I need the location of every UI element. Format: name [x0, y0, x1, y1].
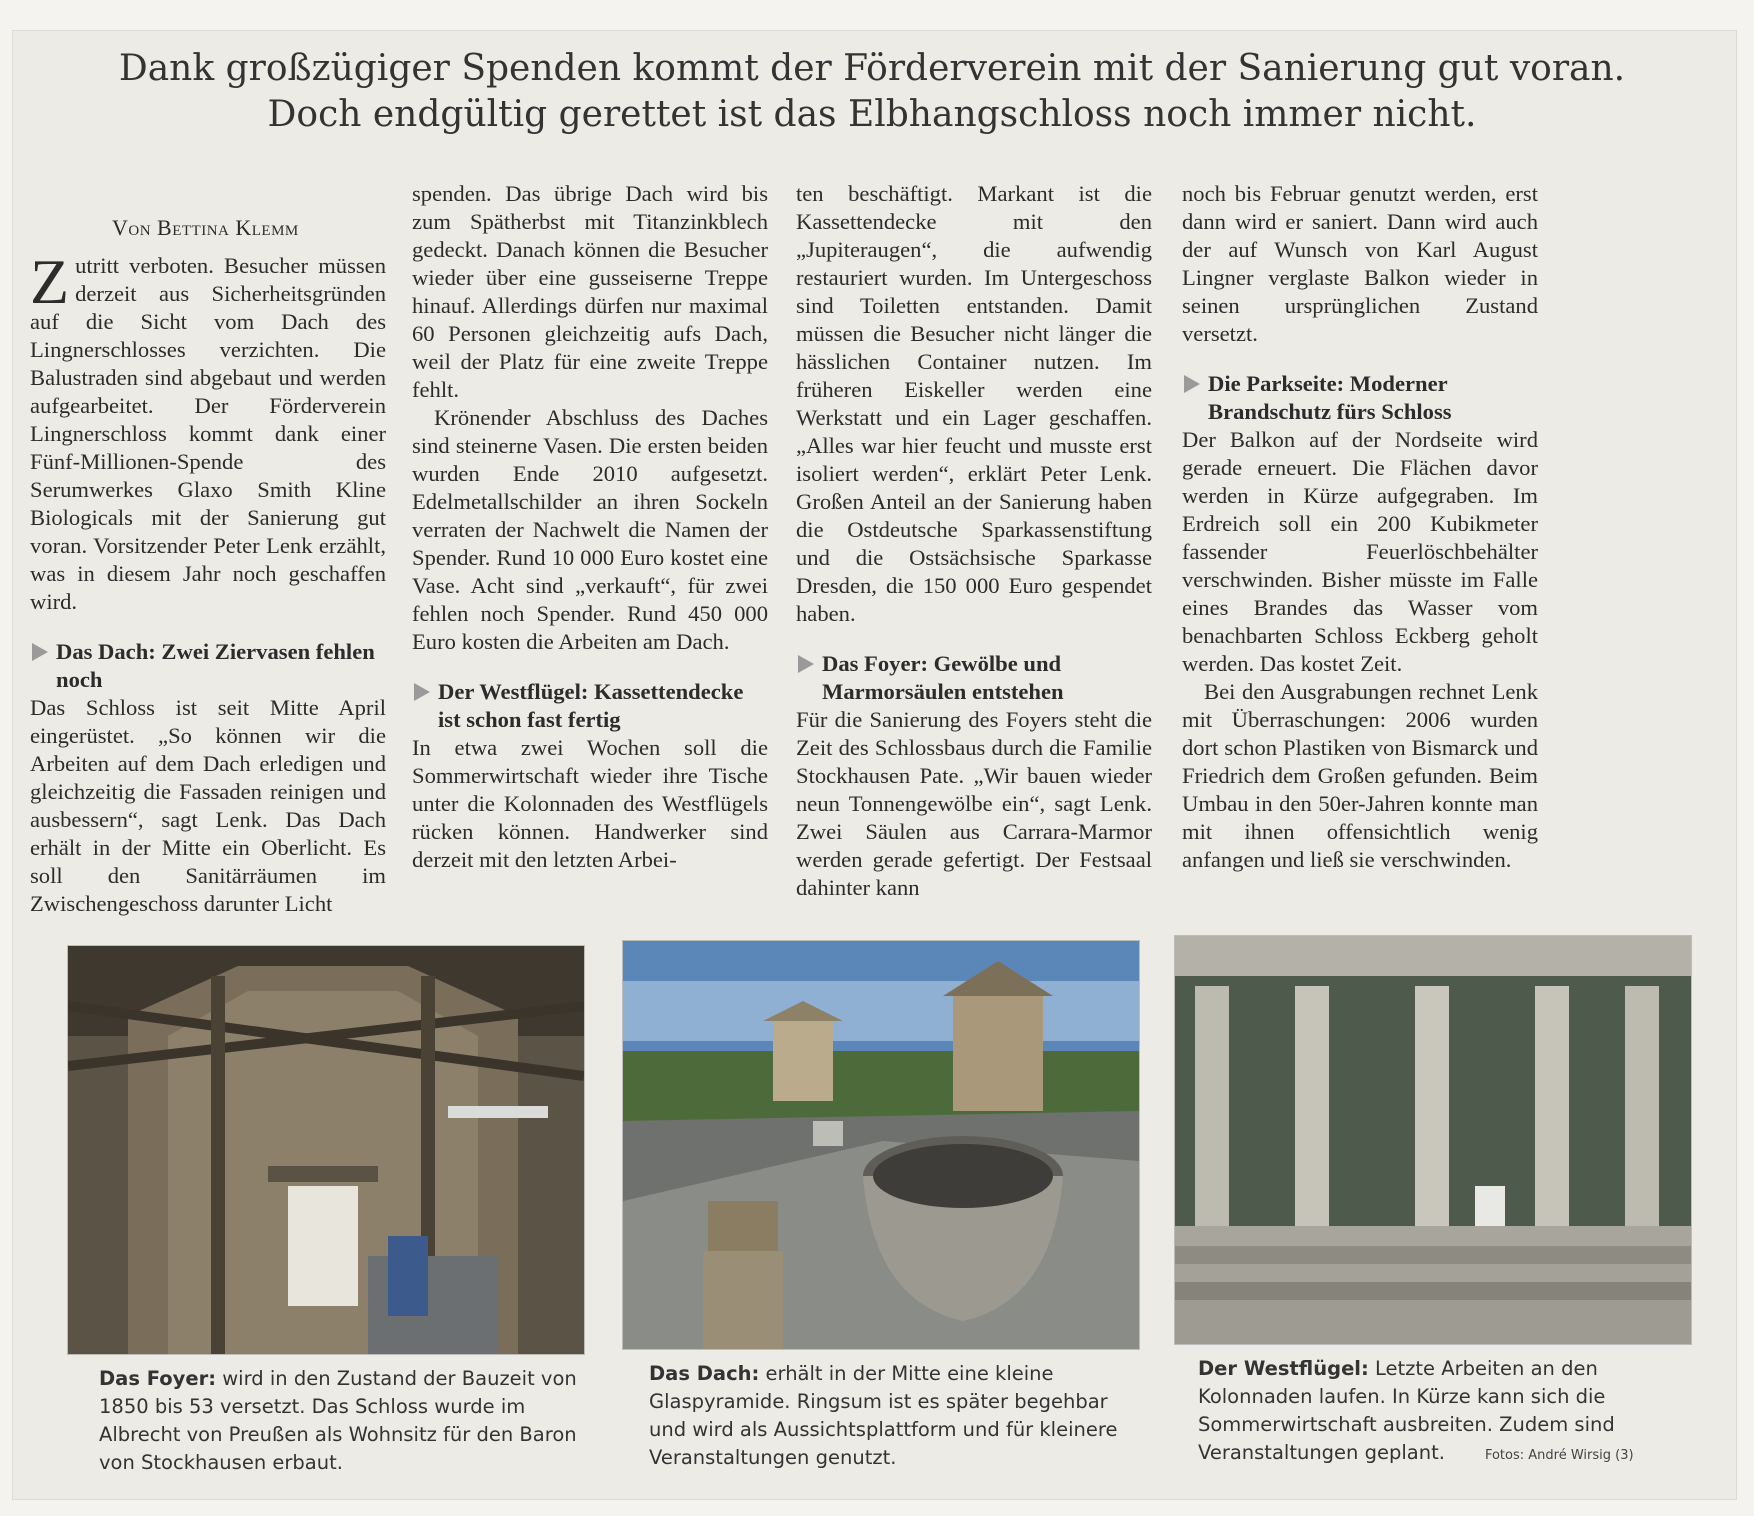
paragraph-westfluegel: In etwa zwei Wochen soll die Sommerwirtschaft wieder ihre Tische unter die Kolonnaden des Westflügels rücken können. Handwerker sind derzeit mit den letzten Arbei-	[412, 735, 768, 872]
caption-westfluegel-label: Der Westflügel:	[1198, 1357, 1369, 1380]
caption-dach	[649, 1360, 1139, 1472]
subhead-westfluegel	[412, 678, 768, 734]
caption-foyer-label: Das Foyer:	[99, 1367, 217, 1390]
photo-westfluegel-image	[1175, 936, 1691, 1344]
byline: Von Bettina Klemm	[112, 215, 299, 240]
headline-line-2: Doch endgültig gerettet ist das Elbhangschloss noch immer nicht.	[267, 94, 1477, 135]
article-column-1	[30, 180, 386, 918]
subhead-dach-text: Das Dach: Zwei Ziervasen fehlen noch	[56, 639, 375, 692]
paragraph-parkseite: Der Balkon auf der Nordseite wird gerade erneuert. Die Flächen davor werden in Kürze aufgegraben. Im Erdreich soll ein 200 Kubikmeter fassender Feuerlöschbehälter verschwinden. Bisher müsste im Falle eines Brandes das Wasser vom benachbarten Schloss Eckberg geholt werden. Das kostet Zeit.	[1182, 427, 1538, 676]
caption-dach-text: erhält in der Mitte eine kleine Glaspyramide. Ringsum ist es später begehbar und wird als Aussichtsplattform und für kleinere Veranstaltungen genutzt.	[649, 1362, 1118, 1469]
triangle-bullet-icon	[414, 683, 430, 701]
subhead-foyer	[796, 650, 1152, 706]
article-column-4	[1182, 180, 1538, 874]
headline-line-1: Dank großzügiger Spenden kommt der Förderverein mit der Sanierung gut voran.	[118, 48, 1626, 89]
paragraph-westfluegel-continued: ten beschäftigt. Markant ist die Kassettendecke mit den „Jupiteraugen“, die aufwendig restauriert wurden. Im Untergeschoss sind Toiletten entstanden. Damit müssen die Besucher nicht länger die hässlichen Container nutzen. Im früheren Eiskeller werden eine Werkstatt und ein Lager geschaffen. „Alles war hier feucht und musste erst isoliert werden“, erklärt Peter Lenk. Großen Anteil an der Sanierung haben die Ostdeutsche Sparkassenstiftung und die Ostsächsische Sparkasse Dresden, die 150 000 Euro gespendet haben.	[796, 181, 1152, 626]
subhead-foyer-text: Das Foyer: Gewölbe und Marmorsäulen entstehen	[822, 651, 1064, 704]
paragraph-dach: Das Schloss ist seit Mitte April eingerüstet. „So können wir die Arbeiten auf dem Dach erledigen und gleichzeitig die Fassaden reinigen und ausbessern“, sagt Lenk. Das Dach erhält in der Mitte ein Oberlicht. Es soll den Sanitärräumen im Zwischengeschoss darunter Licht	[30, 695, 386, 916]
intro-paragraph	[30, 246, 386, 616]
intro-text: utritt verboten. Besucher müssen derzeit aus Sicherheitsgründen auf die Sicht vom Dach des Lingnerschlosses verzichten. Die Balustraden sind abgebaut und werden aufgearbeitet. Der Förderverein Lingnerschloss kommt dank einer Fünf-Millionen-Spende des Serumwerkes Glaxo Smith Kline Biologicals mit der Sanierung gut voran. Vorsitzender Peter Lenk erzählt, was in diesem Jahr noch geschaffen wird.	[30, 253, 386, 614]
paragraph-ausgrabungen: Bei den Ausgrabungen rechnet Lenk mit Überraschungen: 2006 wurden dort schon Plastiken von Bismarck und Friedrich dem Großen gefunden. Beim Umbau in den 50er-Jahren konnte man mit ihnen offensichtlich wenig anfangen und ließ sie verschwinden.	[1182, 679, 1538, 872]
subhead-parkseite-text: Die Parkseite: Moderner Brandschutz fürs Schloss	[1208, 371, 1452, 424]
paragraph-foyer: Für die Sanierung des Foyers steht die Zeit des Schlossbaus durch die Familie Stockhausen Pate. „Wir bauen wieder neun Tonnengewölbe ein“, sagt Lenk. Zwei Säulen aus Carrara-Marmor werden gerade gefertigt. Der Festsaal dahinter kann	[796, 707, 1152, 900]
triangle-bullet-icon	[1184, 375, 1200, 393]
photo-foyer	[67, 945, 585, 1355]
caption-westfluegel-text: Letzte Arbeiten an den Kolonnaden laufen. In Kürze kann sich die Sommerwirtschaft ausbreiten. Zudem sind Veranstaltungen geplant.	[1198, 1357, 1615, 1464]
photo-dach	[622, 940, 1140, 1350]
caption-dach-label: Das Dach:	[649, 1362, 760, 1385]
photo-dach-image	[623, 941, 1139, 1349]
photo-westfluegel	[1174, 935, 1692, 1345]
caption-foyer-text: wird in den Zustand der Bauzeit von 1850 bis 53 versetzt. Das Schloss wurde im Albrecht von Preußen als Wohnsitz für den Baron von Stockhausen erbaut.	[99, 1367, 577, 1474]
article-column-2	[412, 180, 768, 874]
triangle-bullet-icon	[798, 655, 814, 673]
subhead-dach	[30, 638, 386, 694]
photo-foyer-image	[68, 946, 584, 1354]
paragraph-foyer-continued: noch bis Februar genutzt werden, erst dann wird er saniert. Dann wird auch der auf Wunsch von Karl August Lingner verglaste Balkon wieder in seinen ursprünglichen Zustand versetzt.	[1182, 181, 1538, 346]
triangle-bullet-icon	[32, 643, 48, 661]
caption-westfluegel	[1198, 1355, 1698, 1470]
drop-cap: Z	[30, 246, 70, 317]
caption-foyer	[99, 1365, 589, 1477]
subhead-westfluegel-text: Der Westflügel: Kassettendecke ist schon fast fertig	[438, 679, 744, 732]
paragraph-vasen: Krönender Abschluss des Daches sind steinerne Vasen. Die ersten beiden wurden Ende 2010 aufgesetzt. Edelmetallschilder an ihren Sockeln verraten der Nachwelt die Namen der Spender. Rund 10 000 Euro kostet eine Vase. Acht sind „verkauft“, für zwei fehlen noch Spender. Rund 450 000 Euro kosten die Arbeiten am Dach.	[412, 405, 768, 654]
subhead-parkseite	[1182, 370, 1538, 426]
paragraph-dach-continued: spenden. Das übrige Dach wird bis zum Spätherbst mit Titanzinkblech gedeckt. Danach können die Besucher wieder über eine gusseiserne Treppe hinauf. Allerdings dürfen nur maximal 60 Personen gleichzeitig aufs Dach, weil der Platz für eine zweite Treppe fehlt.	[412, 181, 768, 402]
headline	[42, 46, 1702, 138]
article-column-3	[796, 180, 1152, 902]
photo-credit: Fotos: André Wirsig (3)	[1484, 1448, 1634, 1463]
newspaper-clipping	[12, 30, 1737, 1500]
